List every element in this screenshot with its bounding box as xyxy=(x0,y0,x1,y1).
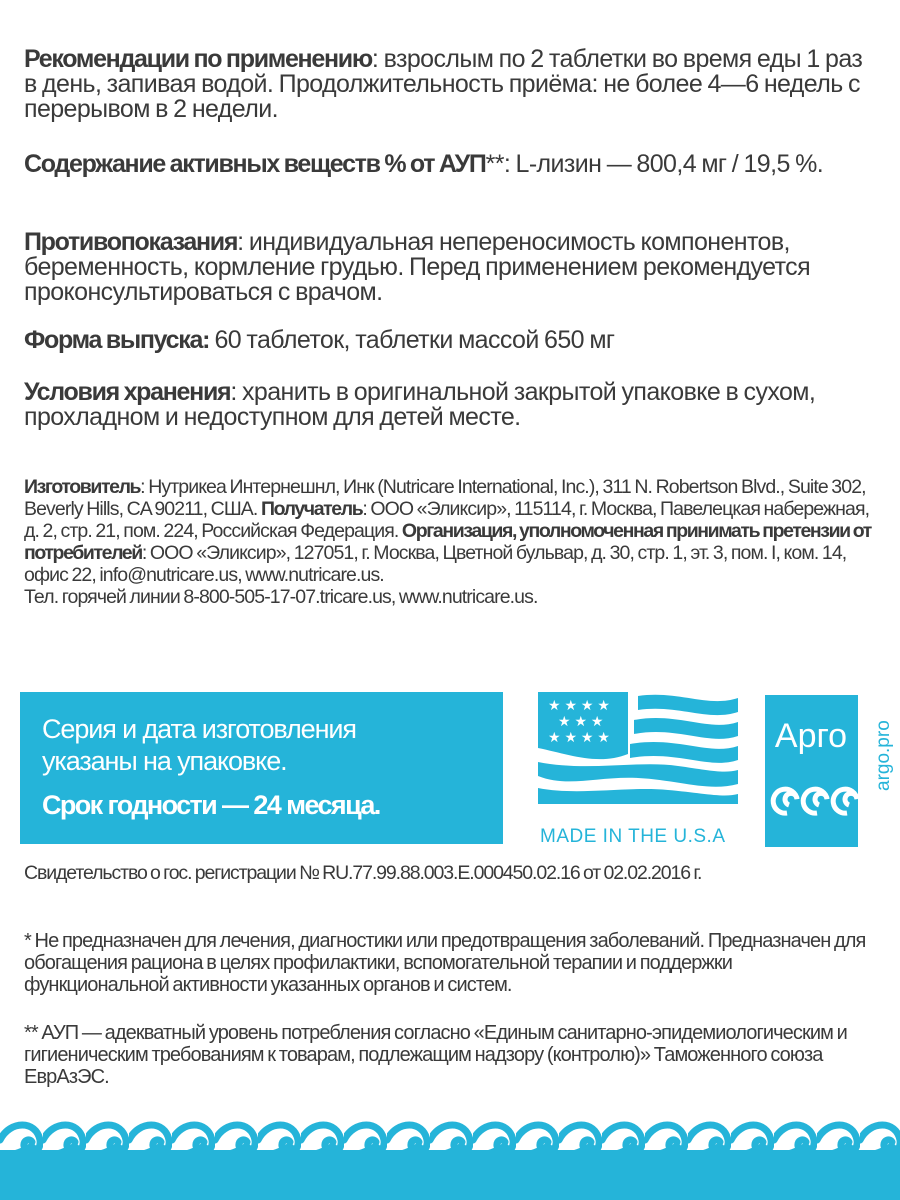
footnote-1: * Не предназначен для лечения, диагностики или предотвращения заболеваний. Предназначен для обогащения рациона в целях профилактики, вспомогательной терапии и поддержки функциональной активности указанных органов и систем. xyxy=(24,930,866,996)
usage-label: Рекомендации по применению xyxy=(24,45,372,73)
manufacturer-label: Изготовитель xyxy=(24,476,141,498)
storage-text: : хранить в оригинальной закрытой упаковке в сухом, прохладном и недоступном для детей месте. xyxy=(24,378,816,431)
made-in-usa-label: MADE IN THE U.S.A xyxy=(540,826,726,847)
contraindications-paragraph xyxy=(24,230,876,305)
footnote-2: ** АУП — адекватный уровень потребления согласно «Единым санитарно-эпидемиологическим и гигиеническим требованиям к товарам, подлежащим надзору (контролю)» Таможенного союза ЕврАзЭС. xyxy=(24,1022,847,1088)
release-form-paragraph xyxy=(24,328,876,353)
manufacturer-text: : Нутрикеа Интернешнл, Инк (Nutricare International, Inc.), 311 N. Robertson Blvd., Suite 302, Beverly Hills, CA 90211, США. xyxy=(24,476,866,520)
storage-label: Условия хранения xyxy=(24,378,231,406)
active-substances-text: **: L-лизин — 800,4 мг / 19,5 %. xyxy=(485,150,824,178)
batch-line-2: указаны на упаковке. xyxy=(42,746,287,776)
release-form-text: 60 таблеток, таблетки массой 650 мг xyxy=(209,326,615,354)
usage-paragraph xyxy=(24,47,876,122)
hotline-text: Тел. горячей линии 8-800-505-17-07.tricare.us, www.nutricare.us. xyxy=(24,586,538,608)
svg-text:★ ★ ★: ★ ★ ★ xyxy=(558,713,604,729)
org-label: Организация, уполномоченная принимать претензии от потребителей xyxy=(24,520,871,564)
recipient-label: Получатель xyxy=(260,498,363,520)
registration-certificate: Свидетельство о гос. регистрации № RU.77.99.88.003.Е.000450.02.16 от 02.02.2016 г. xyxy=(24,862,702,884)
expiry-text: Срок годности — 24 месяца. xyxy=(42,790,380,820)
brand-name: Арго xyxy=(774,717,848,755)
contraindications-label: Противопоказания xyxy=(24,228,238,256)
wave-border-icon xyxy=(0,1110,900,1200)
usage-text: : взрослым по 2 таблетки во время еды 1 раз в день, запивая водой. Продолжительность приёма: не более 4—6 недель с перерывом в 2 недели. xyxy=(24,45,863,123)
argo-logo xyxy=(765,695,858,847)
argo-logo-icon xyxy=(765,695,858,847)
batch-line-1: Серия и дата изготовления xyxy=(42,714,356,744)
active-substances-paragraph xyxy=(24,152,876,177)
contraindications-text: : индивидуальная непереносимость компонентов, беременность, кормление грудью. Перед применением рекомендуется проконсультироваться с врачом. xyxy=(24,228,811,306)
release-form-label: Форма выпуска: xyxy=(24,326,210,354)
us-flag-icon xyxy=(538,692,738,804)
batch-info-box xyxy=(20,692,503,844)
storage-paragraph xyxy=(24,380,876,430)
legal-block xyxy=(24,476,876,608)
recipient-text: : ООО «Эликсир», 115114, г. Москва, Павелецкая набережная, д. 2, стр. 21, пом. 224, Российская Федерация. xyxy=(24,498,870,542)
svg-text:★ ★ ★ ★: ★ ★ ★ ★ xyxy=(548,729,610,745)
svg-text:★ ★ ★ ★: ★ ★ ★ ★ xyxy=(548,697,610,713)
active-substances-label: Содержание активных веществ % от АУП xyxy=(24,150,486,178)
brand-site: argo.pro xyxy=(873,720,894,791)
org-text: : ООО «Эликсир», 127051, г. Москва, Цветной бульвар, д. 30, стр. 1, эт. 3, пом. I, ком. 14, офис 22, info@nutricare.us, www.nutricare.us. xyxy=(24,542,847,586)
